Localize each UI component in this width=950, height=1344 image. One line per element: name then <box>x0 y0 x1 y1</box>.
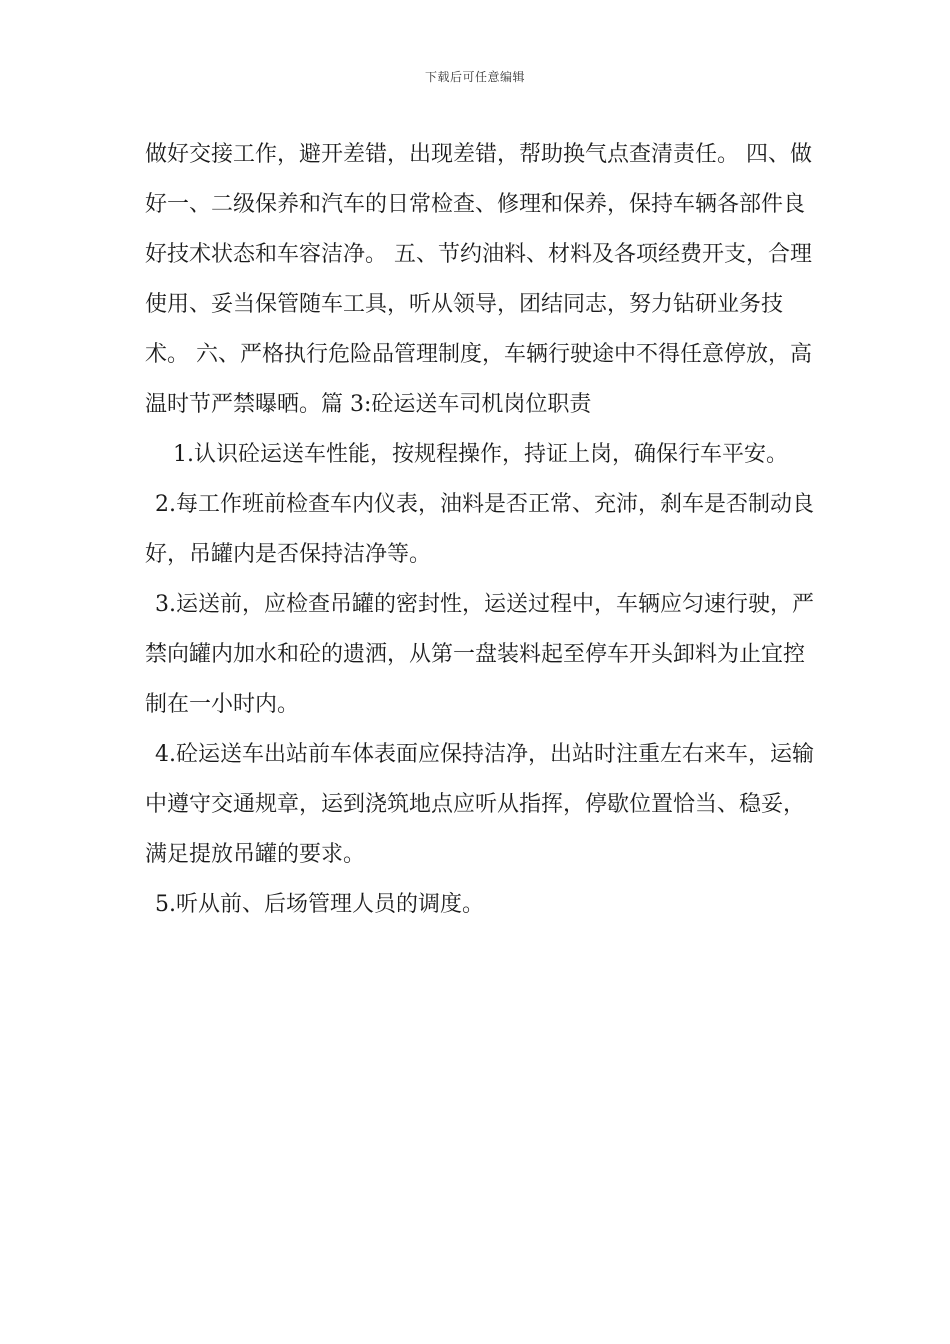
duty-item-2: 2.每工作班前检查车内仪表，油料是否正常、充沛，刹车是否制动良好，吊罐内是否保持洁净等。 <box>145 492 814 567</box>
duty-item-4: 4.砼运送车出站前车体表面应保持洁净，出站时注重左右来车，运输中遵守交通规章，运到浇筑地点应听从指挥，停歇位置恰当、稳妥，满足提放吊罐的要求。 <box>145 742 814 867</box>
duty-item-3: 3.运送前，应检查吊罐的密封性，运送过程中，车辆应匀速行驶，严禁向罐内加水和砼的遗洒，从第一盘装料起至停车开头卸料为止宜控制在一小时内。 <box>145 592 814 717</box>
duty-item-5: 5.听从前、后场管理人员的调度。 <box>155 892 484 917</box>
document-body <box>145 130 825 930</box>
page-header-note: 下载后可任意编辑 <box>424 70 525 84</box>
duty-item-1: 1.认识砼运送车性能，按规程操作，持证上岗，确保行车平安。 <box>173 442 788 467</box>
intro-paragraph: 做好交接工作，避开差错，出现差错，帮助换气点查清责任。 四、做好一、二级保养和汽车的日常检查、修理和保养，保持车辆各部件良好技术状态和车容洁净。 五、节约油料、材料及各项经费开支，合理使用、妥当保管随车工具，听从领导，团结同志，努力钻研业务技术。 六、严格执行危险品管理制度，车辆行驶途中不得任意停放，高温时节严禁曝晒。篇 3:砼运送车司机岗位职责 <box>145 142 812 417</box>
